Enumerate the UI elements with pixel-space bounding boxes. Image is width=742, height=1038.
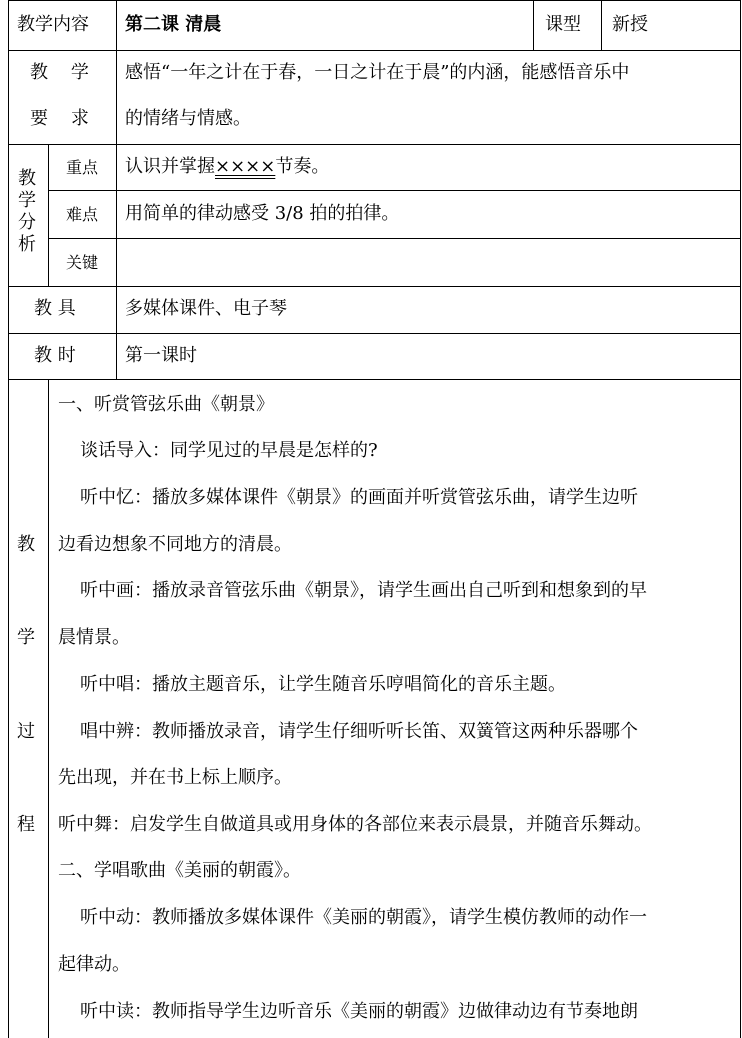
objectives-text-line1: 感悟“一年之计在于春，一日之计在于晨”的内涵，能感悟音乐中: [125, 62, 630, 83]
row-divider: [8, 50, 741, 51]
process-line: 听中忆：播放多媒体课件《朝景》的画面并听赏管弦乐曲，请学生边听: [80, 487, 638, 508]
row-divider: [8, 144, 741, 145]
key-point-rhythm: ××××: [215, 156, 276, 177]
process-label-char: 过: [17, 721, 35, 742]
row-divider: [48, 238, 741, 239]
key-point-label: 重点: [66, 158, 99, 177]
analysis-label-char: 分: [18, 212, 36, 233]
objectives-label-line1: 教 学: [30, 62, 89, 83]
row-divider: [48, 190, 741, 191]
column-divider: [116, 0, 117, 380]
process-line: 二、学唱歌曲《美丽的朝霞》。: [58, 860, 301, 881]
key-point-suffix: 节奏。: [275, 156, 330, 177]
critical-label: 关键: [66, 253, 99, 272]
column-divider: [533, 0, 534, 51]
key-point-prefix: 认识并掌握: [125, 156, 215, 177]
process-line: 听中画：播放录音管弦乐曲《朝景》，请学生画出自己听到和想象到的早: [80, 580, 647, 601]
process-label-char: 教: [17, 534, 35, 555]
analysis-label-char: 教: [18, 168, 36, 189]
process-line: 谈话导入：同学见过的早晨是怎样的?: [80, 440, 378, 461]
objectives-text-line2: 的情绪与情感。: [125, 108, 251, 129]
column-divider: [601, 0, 602, 51]
tools-value: 多媒体课件、电子琴: [125, 298, 287, 319]
table-border-right: [740, 0, 741, 1038]
key-point-text: [125, 157, 329, 177]
period-label: 教 时: [34, 345, 76, 366]
process-line: 听中动：教师播放多媒体课件《美丽的朝霞》，请学生模仿教师的动作一: [80, 907, 647, 928]
type-label: 课型: [545, 14, 581, 35]
process-line: 起律动。: [58, 954, 130, 975]
type-value: 新授: [612, 14, 648, 35]
period-value: 第一课时: [125, 345, 197, 366]
process-line: 先出现，并在书上标上顺序。: [58, 767, 292, 788]
tools-label: 教 具: [34, 298, 76, 319]
column-divider: [48, 379, 49, 1038]
content-label: 教学内容: [17, 14, 89, 35]
table-border-top: [8, 0, 741, 1]
row-divider: [8, 286, 741, 287]
analysis-label-char: 学: [18, 190, 36, 211]
analysis-label-char: 析: [18, 234, 36, 255]
column-divider: [48, 144, 49, 287]
process-line: 一、听赏管弦乐曲《朝景》: [58, 394, 274, 415]
difficulty-text: 用简单的律动感受 3/8 拍的拍律。: [125, 203, 400, 224]
process-line: 听中读：教师指导学生边听音乐《美丽的朝霞》边做律动边有节奏地朗: [80, 1001, 638, 1022]
process-line: 边看边想象不同地方的清晨。: [58, 534, 292, 555]
difficulty-label: 难点: [66, 205, 99, 224]
row-divider: [8, 333, 741, 334]
process-line: 听中唱：播放主题音乐，让学生随音乐哼唱简化的音乐主题。: [80, 674, 566, 695]
process-line: 听中舞：启发学生自做道具或用身体的各部位来表示晨景，并随音乐舞动。: [58, 814, 652, 835]
process-line: 唱中辨：教师播放录音，请学生仔细听听长笛、双簧管这两种乐器哪个: [80, 721, 638, 742]
row-divider: [8, 379, 741, 380]
objectives-label-line2: 要 求: [30, 108, 89, 129]
lesson-title: 第二课 清晨: [125, 14, 222, 35]
table-border-left: [8, 0, 9, 1038]
process-label-char: 学: [17, 627, 35, 648]
process-line: 晨情景。: [58, 627, 130, 648]
process-label-char: 程: [17, 814, 35, 835]
